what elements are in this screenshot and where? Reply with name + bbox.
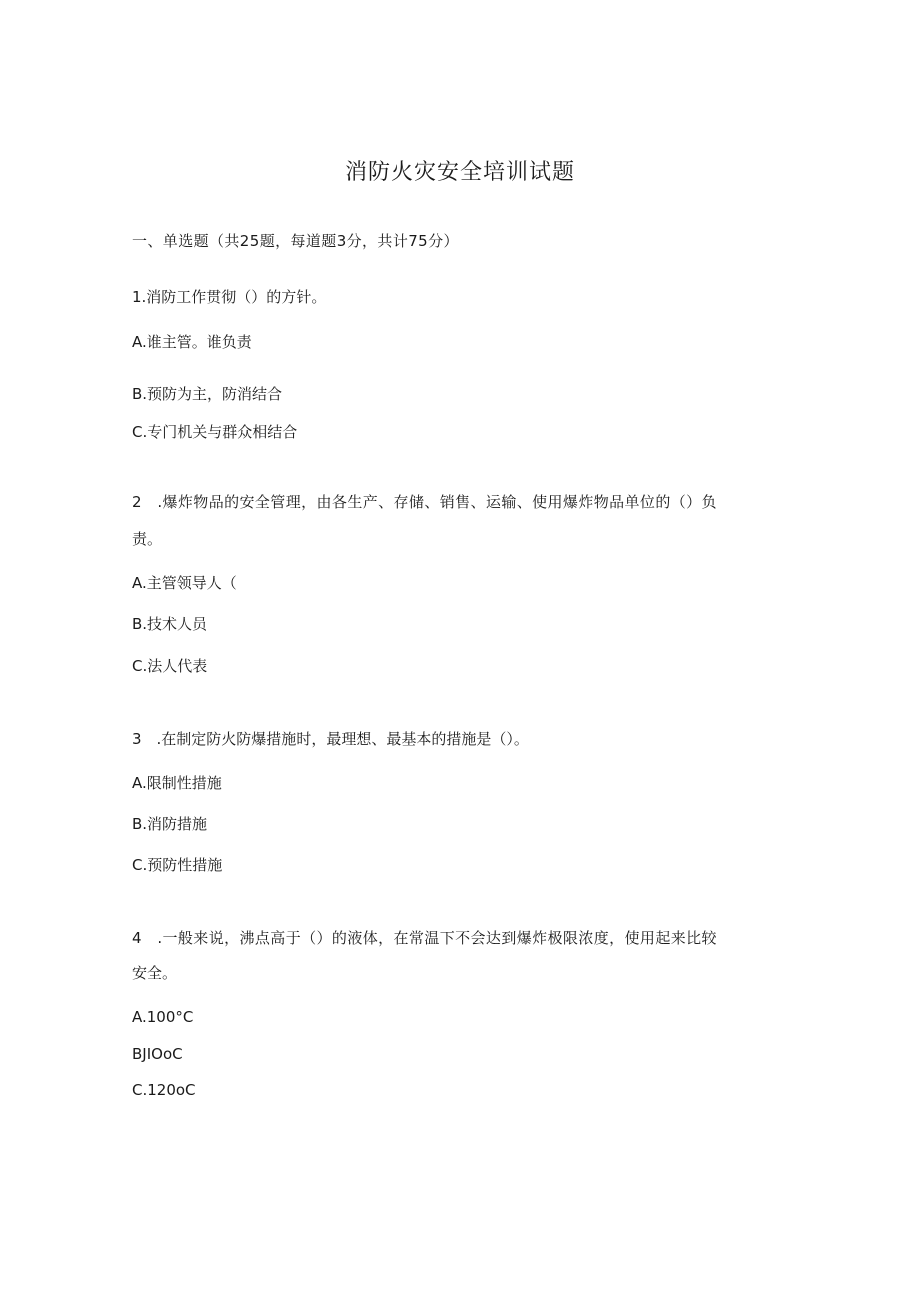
question-2-stem-line-1: 2 .爆炸物品的安全管理，由各生产、存储、销售、运输、使用爆炸物品单位的（）负 [132, 493, 717, 511]
question-4-option-b: BJIOoC [132, 1045, 183, 1063]
question-2-option-a: A.主管领导人（ [132, 574, 237, 592]
question-2-option-c: C.法人代表 [132, 657, 208, 675]
question-2-option-b: B.技术人员 [132, 615, 208, 633]
question-3-option-c: C.预防性措施 [132, 856, 223, 874]
section-heading: 一、单选题（共25题，每道题3分，共计75分） [132, 232, 459, 250]
question-1-option-c: C.专门机关与群众相结合 [132, 423, 298, 441]
page-title: 消防火灾安全培训试题 [344, 160, 575, 185]
question-3-option-b: B.消防措施 [132, 815, 208, 833]
question-4-stem-line-1: 4 .一般来说，沸点高于（）的液体，在常温下不会达到爆炸极限浓度，使用起来比较 [132, 929, 717, 947]
question-1-option-a: A.谁主管。谁负责 [132, 333, 252, 351]
question-1-stem: 1.消防工作贯彻（）的方针。 [132, 288, 327, 306]
question-1-option-b: B.预防为主，防消结合 [132, 385, 283, 403]
question-3-option-a: A.限制性措施 [132, 774, 222, 792]
question-4-stem-line-2: 安全。 [132, 964, 178, 982]
question-3-stem: 3 .在制定防火防爆措施时，最理想、最基本的措施是（）。 [132, 730, 529, 748]
question-2-stem-line-2: 责。 [132, 530, 163, 548]
question-4-option-a: A.100°C [132, 1008, 194, 1026]
question-4-option-c: C.120oC [132, 1081, 196, 1099]
